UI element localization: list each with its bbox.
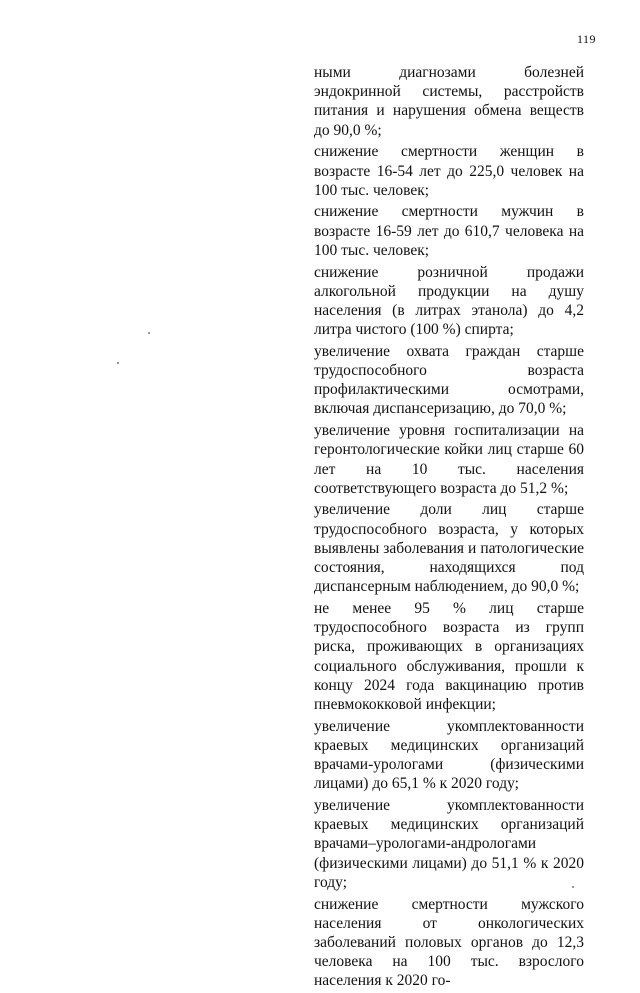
- scan-speck: [572, 886, 574, 888]
- list-item: снижение смертности мужского населения от онкологических заболеваний половых органов до 12,3 человека на 100 тыс. взрослого населения к 2020 го-: [314, 895, 584, 990]
- list-item: ными диагнозами болезней эндокринной системы, расстройств питания и нарушения обмена веществ до 90,0 %;: [314, 64, 584, 139]
- list-item: увеличение укомплектованности краевых медицинских организаций врачами–урологами-андрологами (физическими лицами) до 51,1 % к 2020 году;: [314, 797, 584, 891]
- text-column: [314, 63, 584, 993]
- page-number: 119: [576, 32, 596, 46]
- list-item: не менее 95 % лиц старше трудоспособного возраста из групп риска, проживающих в организациях социального обслуживания, прошли к концу 2024 года вакцинацию против пневмококковой инфекции;: [314, 599, 584, 713]
- list-item: увеличение доли лиц старше трудоспособного возраста, у которых выявлены заболевания и патологические состояния, находящихся под диспансерным наблюдением, до 90,0 %;: [314, 501, 584, 596]
- list-item: увеличение уровня госпитализации на геронтологические койки лиц старше 60 лет на 10 тыс. населения соответствующего возраста до 51,2 %;: [314, 422, 584, 497]
- list-item: увеличение охвата граждан старше трудоспособного возраста профилактическими осмотрами, включая диспансеризацию, до 70,0 %;: [314, 342, 584, 418]
- scan-speck: [117, 362, 119, 364]
- list-item: увеличение укомплектованности краевых медицинских организаций врачами-урологами (физическими лицами) до 65,1 % к 2020 году;: [314, 717, 584, 793]
- scan-speck: [148, 332, 150, 334]
- list-item: снижение смертности женщин в возрасте 16-54 лет до 225,0 человек на 100 тыс. человек;: [314, 143, 584, 199]
- list-item: снижение розничной продажи алкогольной продукции на душу населения (в литрах этанола) до 4,2 литра чистого (100 %) спирта;: [314, 263, 584, 339]
- list-item: снижение смертности мужчин в возрасте 16-59 лет до 610,7 человека на 100 тыс. человек;: [314, 203, 584, 259]
